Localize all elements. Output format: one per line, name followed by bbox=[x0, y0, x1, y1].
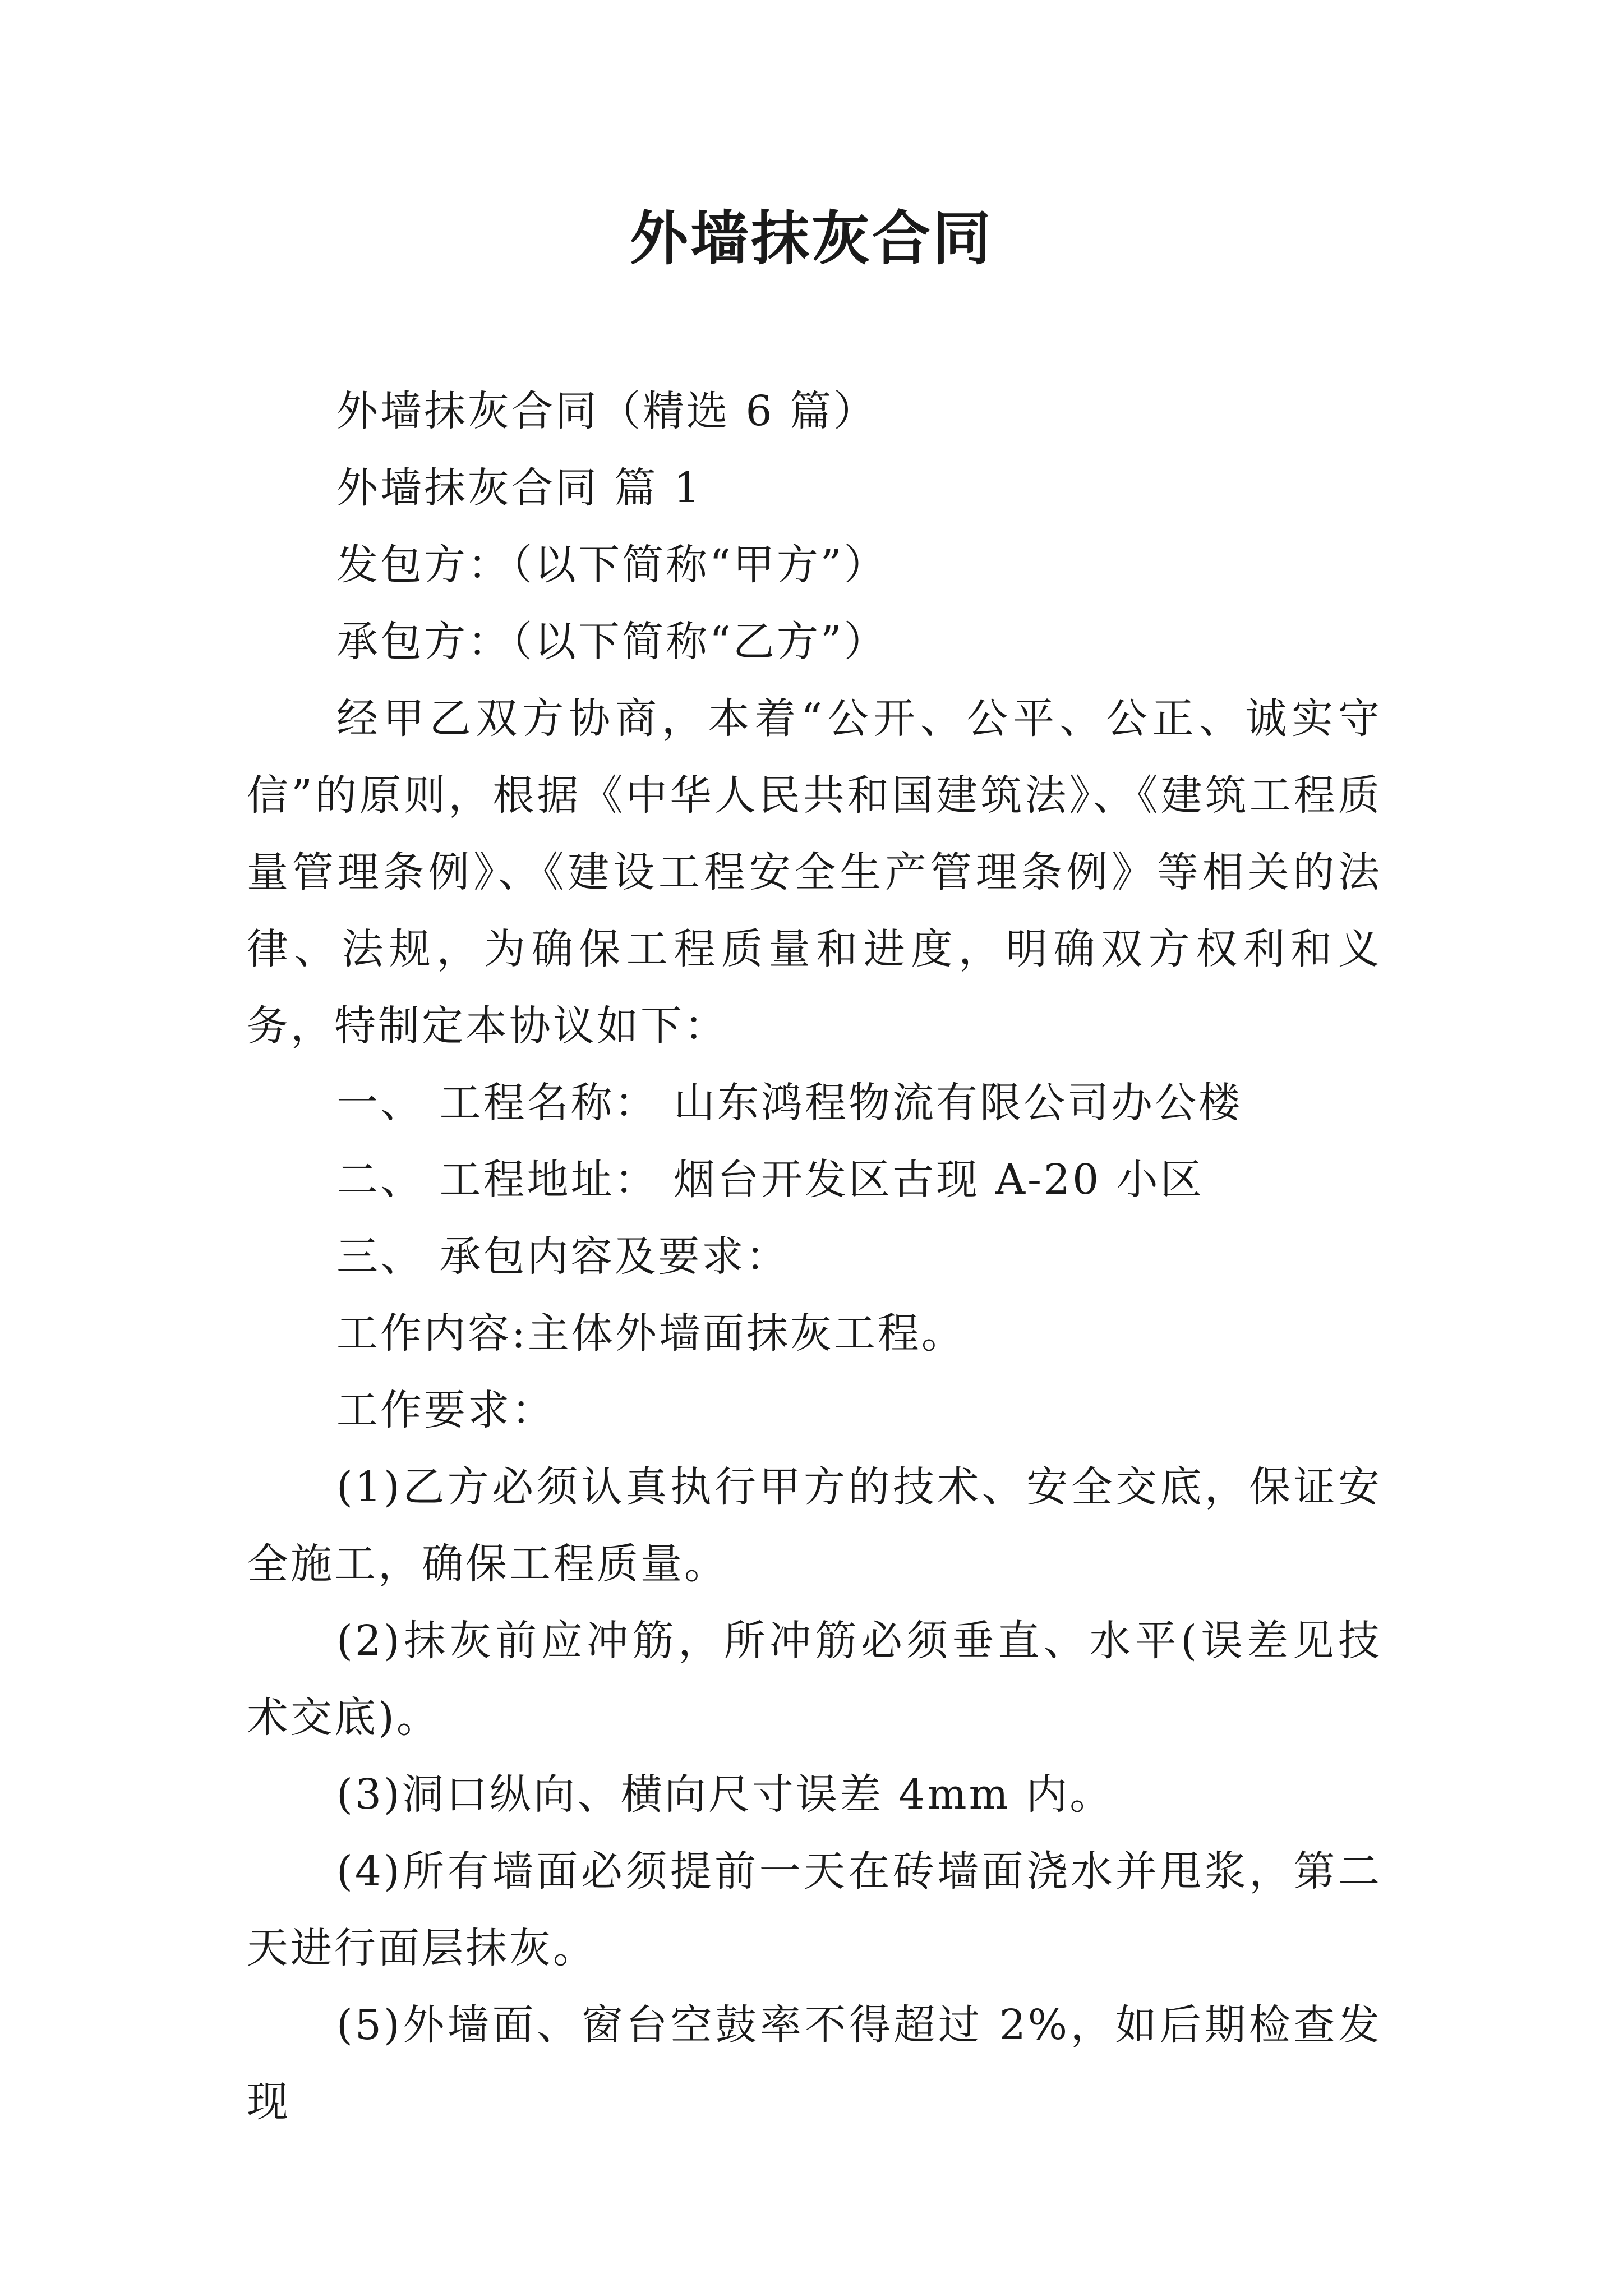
document-body bbox=[247, 373, 1382, 2141]
paragraph-requirement-3: (3)洞口纵向、横向尺寸误差 4mm 内。 bbox=[336, 1770, 1114, 1819]
paragraph-preamble: 经甲乙双方协商，本着“公开、公平、公正、诚实守信”的原则，根据《中华人民共和国建筑法》、《建筑工程质量管理条例》、《建设工程安全生产管理条例》等相关的法律、法规，为确保工程质量和进度，明确双方权利和义务，特制定本协议如下： bbox=[247, 694, 1382, 1050]
paragraph-employer: 发包方：（以下简称“甲方”） bbox=[336, 541, 888, 589]
paragraph-work-requirements: 工作要求： bbox=[336, 1386, 555, 1434]
paragraph-requirement-2: (2)抹灰前应冲筋，所冲筋必须垂直、水平(误差见技术交底)。 bbox=[247, 1617, 1382, 1742]
paragraph-requirement-5: (5)外墙面、窗台空鼓率不得超过 2%，如后期检查发现 bbox=[247, 2001, 1382, 2126]
paragraph-project-address: 二、 工程地址： 烟台开发区古现 A-20 小区 bbox=[336, 1156, 1204, 1204]
paragraph-subtitle: 外墙抹灰合同（精选 6 篇） bbox=[336, 387, 878, 435]
paragraph-project-name: 一、 工程名称： 山东鸿程物流有限公司办公楼 bbox=[336, 1079, 1243, 1127]
document-title: 外墙抹灰合同 bbox=[629, 204, 993, 273]
paragraph-scope-heading: 三、 承包内容及要求： bbox=[336, 1232, 790, 1281]
paragraph-requirement-4: (4)所有墙面必须提前一天在砖墙面浇水并甩浆，第二天进行面层抹灰。 bbox=[247, 1847, 1382, 1972]
paragraph-requirement-1: (1)乙方必须认真执行甲方的技术、安全交底，保证安全施工，确保工程质量。 bbox=[247, 1463, 1382, 1588]
paragraph-contractor: 承包方：（以下简称“乙方”） bbox=[336, 618, 888, 666]
paragraph-section-heading: 外墙抹灰合同 篇 1 bbox=[336, 464, 703, 512]
paragraph-work-content: 工作内容:主体外墙面抹灰工程。 bbox=[336, 1309, 965, 1358]
